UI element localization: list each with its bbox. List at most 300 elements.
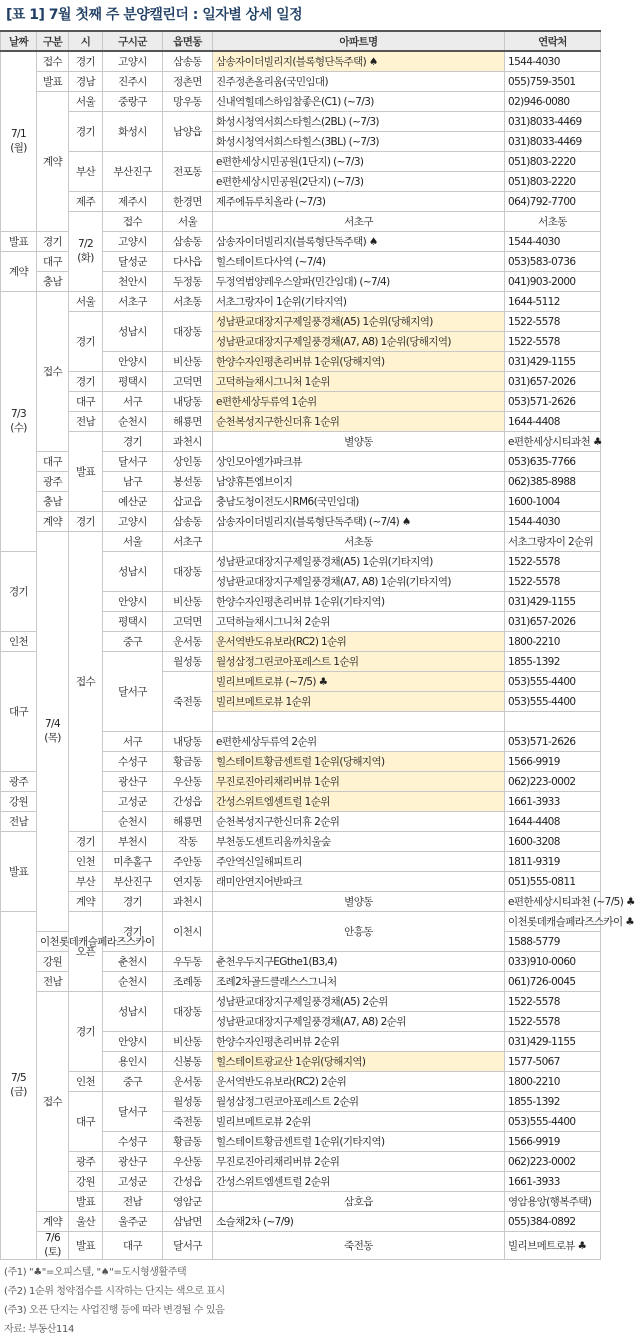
table-row [1, 192, 601, 212]
dong-cell: 우두동 [163, 952, 213, 972]
apartment-cell: 진주정촌올리움(국민임대) [213, 72, 505, 92]
table-row [1, 412, 601, 432]
gu-cell: 평택시 [103, 372, 163, 392]
apartment-cell: 순천복성지구한신더휴 1순위 [213, 412, 505, 432]
type-cell: 계약 [69, 892, 103, 912]
dong-cell: 운서동 [163, 632, 213, 652]
contact-cell: 031)429-1155 [505, 1032, 601, 1052]
date-cell: 7/4 (목) [37, 532, 69, 932]
dong-cell: 간성읍 [163, 792, 213, 812]
city-cell: 대구 [103, 1232, 163, 1260]
apartment-cell: e편한세상두류역 2순위 [213, 732, 505, 752]
apartment-cell [213, 712, 505, 732]
dong-cell: 서초동 [163, 292, 213, 312]
dong-cell: 남양읍 [163, 112, 213, 152]
table-row [1, 1072, 601, 1092]
type-cell: 오픈 [69, 912, 103, 992]
contact-cell: 1855-1392 [505, 652, 601, 672]
table-row [1, 1172, 601, 1192]
apartment-cell: 주안역신일해피트리 [213, 852, 505, 872]
dong-cell: 비산동 [163, 592, 213, 612]
city-cell: 서울 [163, 212, 213, 232]
contact-cell: 031)429-1155 [505, 352, 601, 372]
contact-cell: 1661-3933 [505, 1172, 601, 1192]
dong-cell: 월성동 [163, 652, 213, 672]
table-title: [표 1] 7월 첫째 주 분양캘린더 : 일자별 상세 일정 [6, 7, 303, 23]
dong-cell: 삼남면 [163, 1212, 213, 1232]
gu-cell: 달서구 [163, 1232, 213, 1260]
apartment-cell: 조례2차골드클래스스그니처 [213, 972, 505, 992]
city-cell: 전남 [1, 812, 37, 832]
contact-cell: 1644-4408 [505, 812, 601, 832]
dong-cell: 해룡면 [163, 812, 213, 832]
dong-cell: 두정동 [163, 272, 213, 292]
table-row [1, 212, 601, 232]
apartment-cell: 힐스테이트다사역 (~7/4) [213, 252, 505, 272]
table-row [1, 392, 601, 412]
table-row [1, 1212, 601, 1232]
gu-cell: 서초구 [163, 532, 213, 552]
city-cell: 경기 [69, 312, 103, 372]
dong-cell: 대장동 [163, 552, 213, 592]
dong-cell: 비산동 [163, 352, 213, 372]
apartment-cell: 운서역반도유보라(RC2) 1순위 [213, 632, 505, 652]
dong-cell: 전포동 [163, 152, 213, 192]
gu-cell: 성남시 [103, 312, 163, 352]
dong-cell: 조례동 [163, 972, 213, 992]
apartment-cell: 순천복성지구한신더휴 2순위 [213, 812, 505, 832]
gu-cell: 순천시 [103, 412, 163, 432]
gu-cell: 순천시 [103, 972, 163, 992]
contact-cell: 1577-5067 [505, 1052, 601, 1072]
contact-cell: 1811-9319 [505, 852, 601, 872]
contact-cell: 062)223-0002 [505, 1152, 601, 1172]
footnote-3: (주3) 오픈 단지는 사업진행 등에 따라 변경될 수 있음 [4, 1305, 225, 1316]
city-cell: 경기 [1, 552, 37, 632]
apartment-cell: 래미안연지어반파크 [213, 872, 505, 892]
gu-cell: 고성군 [103, 792, 163, 812]
type-cell: 접수 [37, 51, 69, 72]
apartment-cell: 한양수자인평촌리버뷰 1순위(기타지역) [213, 592, 505, 612]
contact-cell: 1855-1392 [505, 1092, 601, 1112]
city-cell: 대구 [69, 1092, 103, 1152]
gu-cell: 평택시 [103, 612, 163, 632]
city-cell: 서울 [69, 292, 103, 312]
city-cell: 경기 [69, 372, 103, 392]
gu-cell: 영암군 [163, 1192, 213, 1212]
city-cell: 전남 [103, 1192, 163, 1212]
apartment-cell: 화성시청역서희스타힐스(2BL) (~7/3) [213, 112, 505, 132]
footnotes [0, 1260, 600, 1339]
contact-cell: 051)803-2220 [505, 152, 601, 172]
table-row [1, 292, 601, 312]
apartment-cell: e편한세상시티과천 (~7/5) ♣ [505, 892, 601, 912]
gu-cell: 미추홀구 [103, 852, 163, 872]
contact-cell [505, 712, 601, 732]
contact-cell: 033)910-0060 [505, 952, 601, 972]
gu-cell: 고양시 [103, 512, 163, 532]
city-cell: 인천 [69, 852, 103, 872]
dong-cell: 삼송동 [163, 51, 213, 72]
dong-cell: 삼송동 [163, 232, 213, 252]
gu-cell: 중랑구 [103, 92, 163, 112]
dong-cell: 삽교읍 [163, 492, 213, 512]
apartment-cell: 성남판교대장지구제일풍경채(A7, A8) 1순위(기타지역) [213, 572, 505, 592]
contact-cell: 053)635-7766 [505, 452, 601, 472]
dong-cell: 작동 [163, 832, 213, 852]
footnote-2: (주2) 1순위 청약접수를 시작하는 단지는 색으로 표시 [4, 1286, 225, 1297]
contact-cell: 031)8033-4469 [505, 132, 601, 152]
gu-cell: 안양시 [103, 352, 163, 372]
contact-cell: 1566-9919 [505, 752, 601, 772]
table-row [1, 852, 601, 872]
apartment-cell: 월성삼정그린코아포레스트 1순위 [213, 652, 505, 672]
apartment-cell: 삼송자이더빌리지(블록형단독주택) (~7/4) ♠ [213, 512, 505, 532]
table-row [1, 1152, 601, 1172]
contact-cell: 1522-5578 [505, 1012, 601, 1032]
gu-cell: 순천시 [103, 812, 163, 832]
apartment-cell: 제주에듀루치올라 (~7/3) [213, 192, 505, 212]
gu-cell: 성남시 [103, 552, 163, 592]
contact-cell: 1800-2210 [505, 1072, 601, 1092]
apartment-cell: 성남판교대장지구제일풍경채(A7, A8) 2순위 [213, 1012, 505, 1032]
contact-cell: 031)8033-4469 [505, 112, 601, 132]
type-cell: 접수 [37, 292, 69, 452]
dong-cell: 해룡면 [163, 412, 213, 432]
contact-cell: 062)223-0002 [505, 772, 601, 792]
contact-cell: 1644-4408 [505, 412, 601, 432]
dong-cell: 죽전동 [213, 1232, 505, 1260]
city-cell: 인천 [69, 1072, 103, 1092]
apartment-cell: 빌리브메트로뷰 2순위 [213, 1112, 505, 1132]
city-cell: 전남 [69, 412, 103, 432]
city-cell: 경기 [103, 892, 163, 912]
type-cell: 접수 [37, 992, 69, 1212]
city-cell: 광주 [69, 1152, 103, 1172]
apartment-cell: 빌리브메트로뷰 1순위 [213, 692, 505, 712]
apartment-cell: 서초그랑자이 1순위(기타지역) [213, 292, 505, 312]
dong-cell: 연지동 [163, 872, 213, 892]
table-header-row [1, 31, 601, 51]
header-city: 시 [69, 31, 103, 51]
gu-cell: 과천시 [163, 432, 213, 452]
type-cell: 계약 [37, 1212, 69, 1232]
apartment-cell: 서초그랑자이 2순위 [505, 532, 601, 552]
apartment-cell: 빌리브메트로뷰 ♣ [505, 1232, 601, 1260]
apartment-cell: 화성시청역서희스타힐스(3BL) (~7/3) [213, 132, 505, 152]
dong-cell: 상인동 [163, 452, 213, 472]
gu-cell: 성남시 [103, 992, 163, 1032]
gu-cell: 수성구 [103, 752, 163, 772]
date-cell: 7/1 (월) [1, 51, 37, 232]
dong-cell: 황금동 [163, 1132, 213, 1152]
contact-cell: 02)946-0080 [505, 92, 601, 112]
apartment-cell: 성남판교대장지구제일풍경채(A7, A8) 1순위(당해지역) [213, 332, 505, 352]
table-row [1, 512, 601, 532]
table-row [1, 832, 601, 852]
apartment-cell: 신내역힐데스하임참좋은(C1) (~7/3) [213, 92, 505, 112]
table-row [1, 152, 601, 172]
apartment-cell: 소슬채2차 (~7/9) [213, 1212, 505, 1232]
type-cell: 계약 [37, 512, 69, 532]
footnote-1: (주1) "♣"=오피스텔, "♠"=도시형생활주택 [4, 1267, 187, 1278]
table-row [1, 372, 601, 392]
apartment-cell: 춘천우두지구EGthe1(B3,4) [213, 952, 505, 972]
contact-cell: 062)385-8988 [505, 472, 601, 492]
gu-cell: 수성구 [103, 1132, 163, 1152]
header-date: 날짜 [1, 31, 37, 51]
gu-cell: 남구 [103, 472, 163, 492]
city-cell: 대구 [69, 392, 103, 412]
apartment-cell: 고덕하늘채시그니처 1순위 [213, 372, 505, 392]
apartment-cell: e편한세상시민공원(1단지) (~7/3) [213, 152, 505, 172]
table-row [1, 892, 601, 912]
contact-cell: 051)555-0811 [505, 872, 601, 892]
gu-cell: 서구 [103, 392, 163, 412]
apartment-cell: 두정역범양레우스알파(민간임대) (~7/4) [213, 272, 505, 292]
dong-cell: 대장동 [163, 312, 213, 352]
table-row [1, 912, 601, 932]
city-cell: 강원 [37, 952, 69, 972]
contact-cell: 1522-5578 [505, 552, 601, 572]
contact-cell: 053)555-4400 [505, 1112, 601, 1132]
apartment-cell: 빌리브메트로뷰 (~7/5) ♣ [213, 672, 505, 692]
gu-cell: 달성군 [103, 252, 163, 272]
dong-cell: 운서동 [163, 1072, 213, 1092]
city-cell: 경기 [69, 51, 103, 72]
apartment-cell: 무진로진아리채리버뷰 1순위 [213, 772, 505, 792]
apartment-cell: 무진로진아리채리버뷰 2순위 [213, 1152, 505, 1172]
apartment-cell: 힐스테이트광교산 1순위(당해지역) [213, 1052, 505, 1072]
date-cell: 7/5 (금) [1, 912, 37, 1260]
contact-cell: 053)571-2626 [505, 392, 601, 412]
city-cell: 대구 [37, 252, 69, 272]
dong-cell: 우산동 [163, 1152, 213, 1172]
apartment-cell: 부천동도센트리움까치울숲 [213, 832, 505, 852]
contact-cell: 1661-3933 [505, 792, 601, 812]
dong-cell: 정촌면 [163, 72, 213, 92]
gu-cell: 진주시 [103, 72, 163, 92]
table-row [1, 532, 601, 552]
city-cell: 경남 [69, 72, 103, 92]
dong-cell: 우산동 [163, 772, 213, 792]
contact-cell: 1566-9919 [505, 1132, 601, 1152]
contact-cell: 1600-1004 [505, 492, 601, 512]
contact-cell: 055)384-0892 [505, 1212, 601, 1232]
gu-cell: 달서구 [103, 652, 163, 732]
dong-cell: 간성읍 [163, 1172, 213, 1192]
contact-cell: 1600-3208 [505, 832, 601, 852]
table-row [1, 112, 601, 132]
dong-cell: 서초동 [505, 212, 601, 232]
apartment-cell: 성남판교대장지구제일풍경채(A5) 1순위(기타지역) [213, 552, 505, 572]
apartment-cell: 힐스테이트황금센트럴 1순위(기타지역) [213, 1132, 505, 1152]
city-cell: 서울 [69, 92, 103, 112]
contact-cell: 031)657-2026 [505, 612, 601, 632]
dong-cell: 비산동 [163, 1032, 213, 1052]
city-cell: 경기 [69, 992, 103, 1072]
dong-cell: 봉선동 [163, 472, 213, 492]
table-row [1, 1192, 601, 1212]
contact-cell: 051)803-2220 [505, 172, 601, 192]
dong-cell: 별양동 [213, 432, 505, 452]
dong-cell: 안흥동 [213, 912, 505, 952]
gu-cell: 중구 [103, 1072, 163, 1092]
gu-cell: 서구 [103, 732, 163, 752]
apartment-cell: 고덕하늘채시그니처 2순위 [213, 612, 505, 632]
city-cell: 충남 [37, 492, 69, 512]
contact-cell: 061)726-0045 [505, 972, 601, 992]
dong-cell: 황금동 [163, 752, 213, 772]
gu-cell: 과천시 [163, 892, 213, 912]
type-cell: 발표 [37, 72, 69, 92]
dong-cell: 서초동 [213, 532, 505, 552]
city-cell: 경기 [103, 912, 163, 952]
type-cell: 접수 [103, 212, 163, 232]
city-cell: 광주 [37, 472, 69, 492]
apartment-cell: 삼송자이더빌리지(블록형단독주택) ♠ [213, 232, 505, 252]
gu-cell: 고양시 [103, 232, 163, 252]
city-cell: 경기 [37, 232, 69, 252]
apartment-cell: 성남판교대장지구제일풍경채(A5) 1순위(당해지역) [213, 312, 505, 332]
header-apartment: 아파트명 [213, 31, 505, 51]
contact-cell: 1522-5578 [505, 572, 601, 592]
dong-cell: 한경면 [163, 192, 213, 212]
contact-cell: 053)571-2626 [505, 732, 601, 752]
contact-cell: 031)429-1155 [505, 592, 601, 612]
contact-cell: 1522-5578 [505, 332, 601, 352]
contact-cell: 1588-5779 [505, 932, 601, 952]
table-row [1, 1232, 601, 1260]
city-cell: 부산 [69, 152, 103, 192]
dong-cell: 월성동 [163, 1092, 213, 1112]
apartment-cell: e편한세상두류역 1순위 [213, 392, 505, 412]
table-row [1, 432, 601, 452]
gu-cell: 제주시 [103, 192, 163, 212]
contact-cell: 1800-2210 [505, 632, 601, 652]
dong-cell: 삼호읍 [213, 1192, 505, 1212]
schedule-table [0, 30, 635, 1260]
city-cell: 충남 [37, 272, 69, 292]
dong-cell: 대장동 [163, 992, 213, 1032]
dong-cell: 신봉동 [163, 1052, 213, 1072]
contact-cell: 1522-5578 [505, 992, 601, 1012]
apartment-cell: 한양수자인평촌리버뷰 1순위(당해지역) [213, 352, 505, 372]
dong-cell: 고덕면 [163, 612, 213, 632]
gu-cell: 예산군 [103, 492, 163, 512]
city-cell: 제주 [69, 192, 103, 212]
dong-cell: 다사읍 [163, 252, 213, 272]
city-cell: 인천 [1, 632, 37, 652]
type-cell: 발표 [69, 1192, 103, 1212]
dong-cell: 내당동 [163, 732, 213, 752]
city-cell: 울산 [69, 1212, 103, 1232]
city-cell: 서울 [103, 532, 163, 552]
city-cell: 경기 [103, 432, 163, 452]
city-cell: 전남 [37, 972, 69, 992]
gu-cell: 울주군 [103, 1212, 163, 1232]
apartment-cell: 이천롯데캐슬페라즈스카이 ♣ [505, 912, 601, 932]
table-row [1, 872, 601, 892]
contact-cell: 1544-4030 [505, 512, 601, 532]
apartment-cell: 월성삼정그린코아포레스트 2순위 [213, 1092, 505, 1112]
city-cell: 경기 [69, 112, 103, 152]
city-cell: 광주 [1, 772, 37, 792]
gu-cell: 서초구 [213, 212, 505, 232]
source-note: 자료: 부동산114 [4, 1324, 74, 1335]
city-cell: 경기 [69, 512, 103, 532]
gu-cell: 달서구 [103, 1092, 163, 1132]
date-cell: 7/6 (토) [37, 1232, 69, 1260]
apartment-cell: 간성스위트엠센트럴 1순위 [213, 792, 505, 812]
gu-cell: 중구 [103, 632, 163, 652]
apartment-cell: 운서역반도유보라(RC2) 2순위 [213, 1072, 505, 1092]
gu-cell: 광산구 [103, 772, 163, 792]
gu-cell: 이천시 [163, 912, 213, 952]
contact-cell: 053)583-0736 [505, 252, 601, 272]
header-contact: 연락처 [505, 31, 601, 51]
gu-cell: 용인시 [103, 1052, 163, 1072]
contact-cell: 053)555-4400 [505, 672, 601, 692]
apartment-cell: 영암용앙(행복주택) [505, 1192, 601, 1212]
table-row [1, 1092, 601, 1112]
dong-cell: 삼송동 [163, 512, 213, 532]
table-row [1, 92, 601, 112]
table-row [1, 72, 601, 92]
gu-cell: 서초구 [103, 292, 163, 312]
gu-cell: 화성시 [103, 112, 163, 152]
date-cell: 7/3 (수) [1, 292, 37, 552]
contact-cell: 031)657-2026 [505, 372, 601, 392]
dong-cell: 주안동 [163, 852, 213, 872]
city-cell: 대구 [37, 452, 69, 472]
gu-cell: 부산진구 [103, 152, 163, 192]
type-cell: 발표 [69, 1232, 103, 1260]
city-cell: 강원 [1, 792, 37, 812]
gu-cell: 고성군 [103, 1172, 163, 1192]
type-cell: 계약 [1, 252, 37, 292]
gu-cell: 안양시 [103, 592, 163, 612]
date-cell: 7/2 (화) [69, 212, 103, 292]
header-type: 구분 [37, 31, 69, 51]
apartment-cell: 힐스테이트황금센트럴 1순위(당해지역) [213, 752, 505, 772]
table-row [1, 51, 601, 72]
contact-cell: 1544-4030 [505, 51, 601, 72]
type-cell: 접수 [69, 532, 103, 832]
contact-cell: 064)792-7700 [505, 192, 601, 212]
apartment-cell: 이천롯데캐슬페라즈스카이 [37, 932, 69, 952]
table-row [1, 992, 601, 1012]
gu-cell: 안양시 [103, 1032, 163, 1052]
contact-cell: 1544-4030 [505, 232, 601, 252]
contact-cell: 041)903-2000 [505, 272, 601, 292]
dong-cell: 고덕면 [163, 372, 213, 392]
apartment-cell: 삼송자이더빌리지(블록형단독주택) ♠ [213, 51, 505, 72]
contact-cell: 055)759-3501 [505, 72, 601, 92]
type-cell: 발표 [1, 832, 37, 912]
contact-cell: 053)555-4400 [505, 692, 601, 712]
dong-cell: 내당동 [163, 392, 213, 412]
gu-cell: 광산구 [103, 1152, 163, 1172]
header-dong: 읍면동 [163, 31, 213, 51]
gu-cell: 춘천시 [103, 952, 163, 972]
apartment-cell: 충남도청이전도시RM6(국민임대) [213, 492, 505, 512]
dong-cell: 망우동 [163, 92, 213, 112]
gu-cell: 고양시 [103, 51, 163, 72]
type-cell: 계약 [37, 92, 69, 232]
city-cell: 경기 [69, 832, 103, 852]
city-cell: 강원 [69, 1172, 103, 1192]
